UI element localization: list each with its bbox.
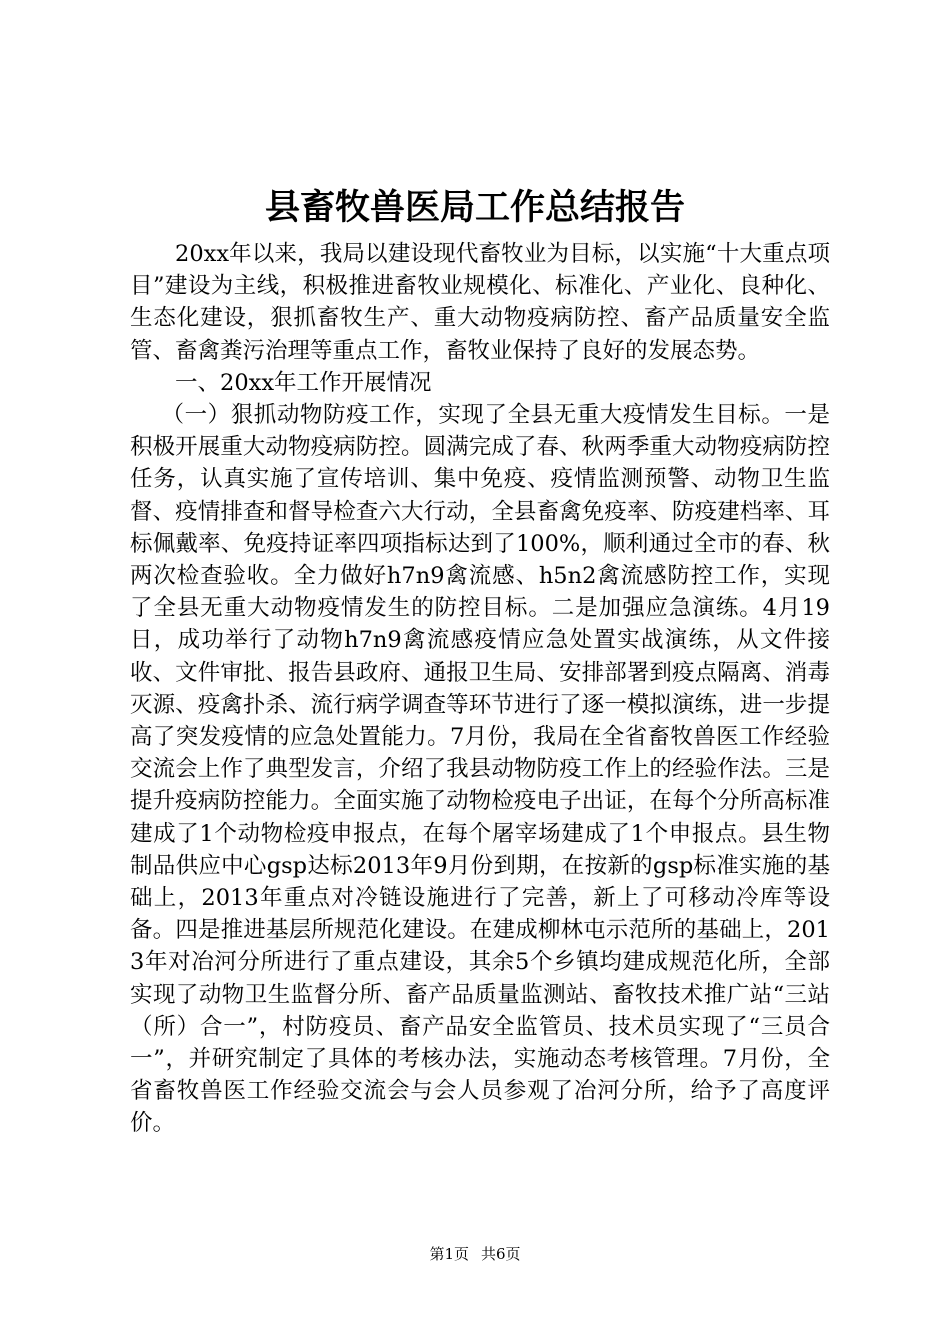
page-number: 第1页: [429, 1245, 469, 1263]
page-footer: [0, 1244, 950, 1264]
document-body: [130, 238, 830, 1140]
section-heading: 一、20xx年工作开展情况: [175, 369, 432, 396]
document-title: 县畜牧兽医局工作总结报告: [264, 187, 685, 228]
page-total: 共6页: [481, 1245, 521, 1263]
intro-paragraph: 20xx年以来，我局以建设现代畜牧业为目标，以实施“十大重点项目”建设为主线，积极推进畜牧业规模化、标准化、产业化、良种化、生态化建设，狠抓畜牧生产、重大动物疫病防控、畜产品质量安全监管、畜禽粪污治理等重点工作，畜牧业保持了良好的发展态势。: [130, 241, 830, 364]
subsection-paragraph: （一）狠抓动物防疫工作，实现了全县无重大疫情发生目标。一是积极开展重大动物疫病防控。圆满完成了春、秋两季重大动物疫病防控任务，认真实施了宣传培训、集中免疫、疫情监测预警、动物卫生监督、疫情排查和督导检查六大行动，全县畜禽免疫率、防疫建档率、耳标佩戴率、免疫持证率四项指标达到了100%，顺利通过全市的春、秋两次检查验收。全力做好h7n9禽流感、h5n2禽流感防控工作，实现了全县无重大动物疫情发生的防控目标。二是加强应急演练。4月19日，成功举行了动物h7n9禽流感疫情应急处置实战演练，从文件接收、文件审批、报告县政府、通报卫生局、安排部署到疫点隔离、消毒灭源、疫禽扑杀、流行病学调查等环节进行了逐一模拟演练，进一步提高了突发疫情的应急处置能力。7月份，我局在全省畜牧兽医工作经验交流会上作了典型发言，介绍了我县动物防疫工作上的经验作法。三是提升疫病防控能力。全面实施了动物检疫电子出证，在每个分所高标准建成了1个动物检疫申报点，在每个屠宰场建成了1个申报点。县生物制品供应中心gsp达标2013年9月份到期，在按新的gsp标准实施的基础上，2013年重点对冷链设施进行了完善，新上了可移动冷库等设备。四是推进基层所规范化建设。在建成柳林屯示范所的基础上，2013年对冶河分所进行了重点建设，其余5个乡镇均建成规范化所，全部实现了动物卫生监督分所、畜产品质量监测站、畜牧技术推广站“三站（所）合一”，村防疫员、畜产品安全监管员、技术员实现了“三员合一”，并研究制定了具体的考核办法，实施动态考核管理。7月份，全省畜牧兽医工作经验交流会与会人员参观了冶河分所，给予了高度评价。: [130, 402, 830, 1137]
